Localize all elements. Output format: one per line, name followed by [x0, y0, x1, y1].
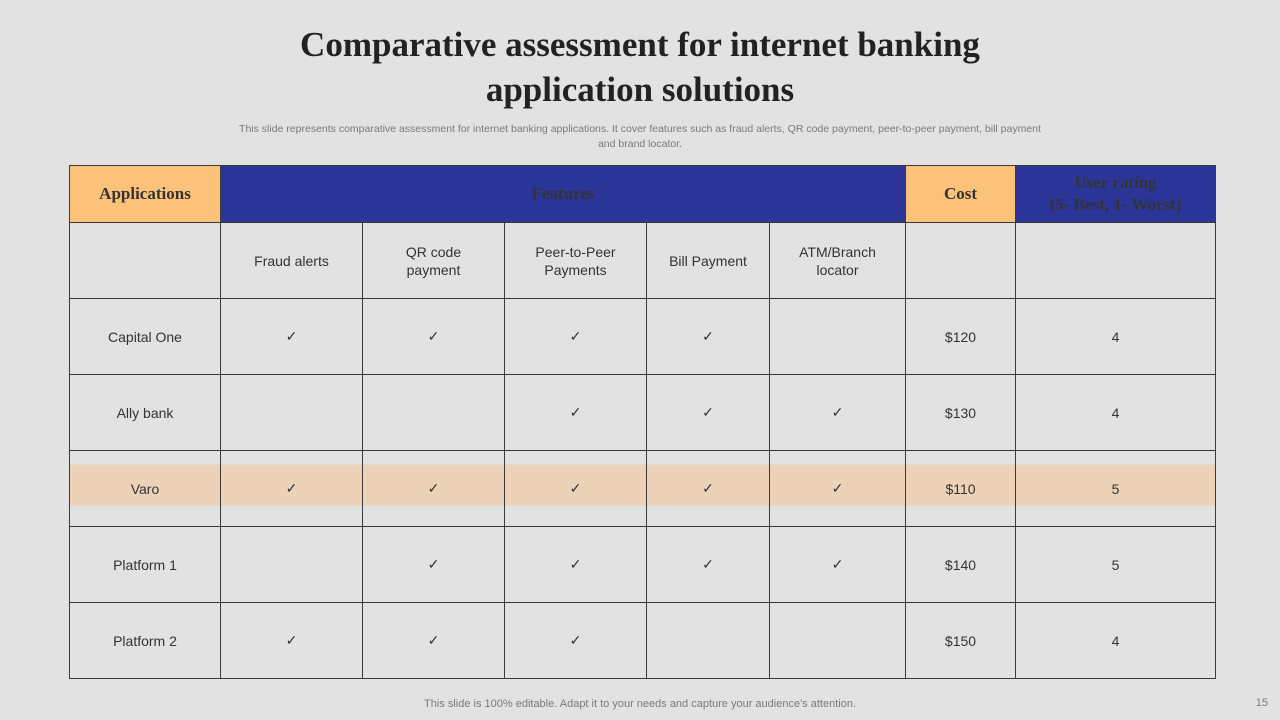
feature-header-label: Fraud alerts — [254, 252, 329, 269]
feature-header-cell — [363, 223, 505, 299]
cost-cell: $120 — [906, 299, 1016, 375]
rating-cell: 5 — [1016, 451, 1216, 527]
feature-header-label: Bill Payment — [669, 252, 747, 269]
header-features: Features — [221, 166, 906, 223]
feature-header-label: Payments — [544, 261, 607, 278]
feature-header-cell — [770, 223, 906, 299]
slide-title-line-1: Comparative assessment for internet banking — [300, 25, 980, 64]
cost-cell: $140 — [906, 527, 1016, 603]
feature-cell — [363, 603, 505, 679]
rating-cell: 4 — [1016, 603, 1216, 679]
feature-header-cell — [221, 223, 363, 299]
checkmark-icon: ✓ — [831, 480, 844, 496]
header-applications: Applications — [70, 166, 221, 223]
slide-subtitle: This slide represents comparative assessment for internet banking applications. It cover features such as fraud alerts, QR code payment, peer-to-peer payment, bill payment and brand locator. — [239, 123, 1041, 150]
cost-cell: $110 — [906, 451, 1016, 527]
table-row — [70, 299, 1216, 375]
rating-cell: 4 — [1016, 299, 1216, 375]
checkmark-icon: ✓ — [569, 328, 582, 344]
table-row — [70, 375, 1216, 451]
header-user-rating-line-1: User rating — [1074, 173, 1157, 192]
checkmark-icon: ✓ — [427, 328, 440, 344]
empty-cell-rating — [1016, 223, 1216, 299]
feature-cell — [505, 603, 647, 679]
feature-cell — [221, 375, 363, 451]
feature-cell — [363, 375, 505, 451]
comparison-table — [69, 165, 1216, 679]
application-name-cell: Ally bank — [70, 375, 221, 451]
cost-cell: $130 — [906, 375, 1016, 451]
checkmark-icon: ✓ — [702, 328, 714, 344]
feature-header-cell — [647, 223, 770, 299]
feature-cell — [647, 299, 770, 375]
feature-subheader-row — [70, 223, 1216, 299]
feature-cell — [647, 451, 770, 527]
feature-cell — [363, 527, 505, 603]
checkmark-icon: ✓ — [569, 480, 582, 496]
feature-cell — [221, 299, 363, 375]
header-cost: Cost — [906, 166, 1016, 223]
feature-header-label: payment — [406, 261, 461, 278]
application-name-cell: Platform 1 — [70, 527, 221, 603]
feature-cell — [363, 299, 505, 375]
feature-cell — [505, 375, 647, 451]
checkmark-icon: ✓ — [831, 404, 844, 420]
checkmark-icon: ✓ — [702, 556, 714, 572]
checkmark-icon: ✓ — [569, 556, 582, 572]
table-header-row — [70, 166, 1216, 223]
feature-cell — [221, 451, 363, 527]
feature-cell — [770, 603, 906, 679]
feature-cell — [221, 603, 363, 679]
checkmark-icon: ✓ — [569, 632, 582, 648]
checkmark-icon: ✓ — [702, 480, 714, 496]
table-row — [70, 603, 1216, 679]
table-row — [70, 451, 1216, 527]
checkmark-icon: ✓ — [831, 556, 844, 572]
table-row — [70, 527, 1216, 603]
feature-cell — [363, 451, 505, 527]
checkmark-icon: ✓ — [427, 556, 440, 572]
feature-cell — [770, 299, 906, 375]
feature-cell — [505, 527, 647, 603]
checkmark-icon: ✓ — [427, 632, 440, 648]
feature-cell — [505, 299, 647, 375]
checkmark-icon: ✓ — [285, 328, 298, 344]
checkmark-icon: ✓ — [569, 404, 582, 420]
slide-title-line-2: application solutions — [485, 70, 795, 109]
feature-header-label: ATM/Branch — [799, 243, 876, 260]
rating-cell: 4 — [1016, 375, 1216, 451]
application-name-cell: Varo — [70, 451, 221, 527]
header-user-rating — [1016, 166, 1216, 223]
feature-header-label: locator — [816, 261, 859, 278]
header-user-rating-line-2: (5- Best, 1- Worst) — [1049, 195, 1182, 214]
footer-note: This slide is 100% editable. Adapt it to your needs and capture your audience's attention. — [424, 698, 856, 710]
empty-cell-cost — [906, 223, 1016, 299]
feature-header-cell — [505, 223, 647, 299]
feature-cell — [647, 375, 770, 451]
feature-cell — [647, 527, 770, 603]
feature-cell — [770, 451, 906, 527]
feature-cell — [647, 603, 770, 679]
rating-cell: 5 — [1016, 527, 1216, 603]
feature-header-label: Peer-to-Peer — [535, 243, 616, 260]
feature-cell — [770, 527, 906, 603]
checkmark-icon: ✓ — [285, 480, 298, 496]
checkmark-icon: ✓ — [285, 632, 298, 648]
empty-cell — [70, 223, 221, 299]
page-number: 15 — [1255, 697, 1268, 709]
slide-title — [0, 22, 1280, 112]
feature-cell — [221, 527, 363, 603]
application-name-cell: Platform 2 — [70, 603, 221, 679]
checkmark-icon: ✓ — [427, 480, 440, 496]
checkmark-icon: ✓ — [702, 404, 714, 420]
feature-cell — [505, 451, 647, 527]
cost-cell: $150 — [906, 603, 1016, 679]
feature-header-label: QR code — [405, 243, 462, 260]
application-name-cell: Capital One — [70, 299, 221, 375]
feature-cell — [770, 375, 906, 451]
